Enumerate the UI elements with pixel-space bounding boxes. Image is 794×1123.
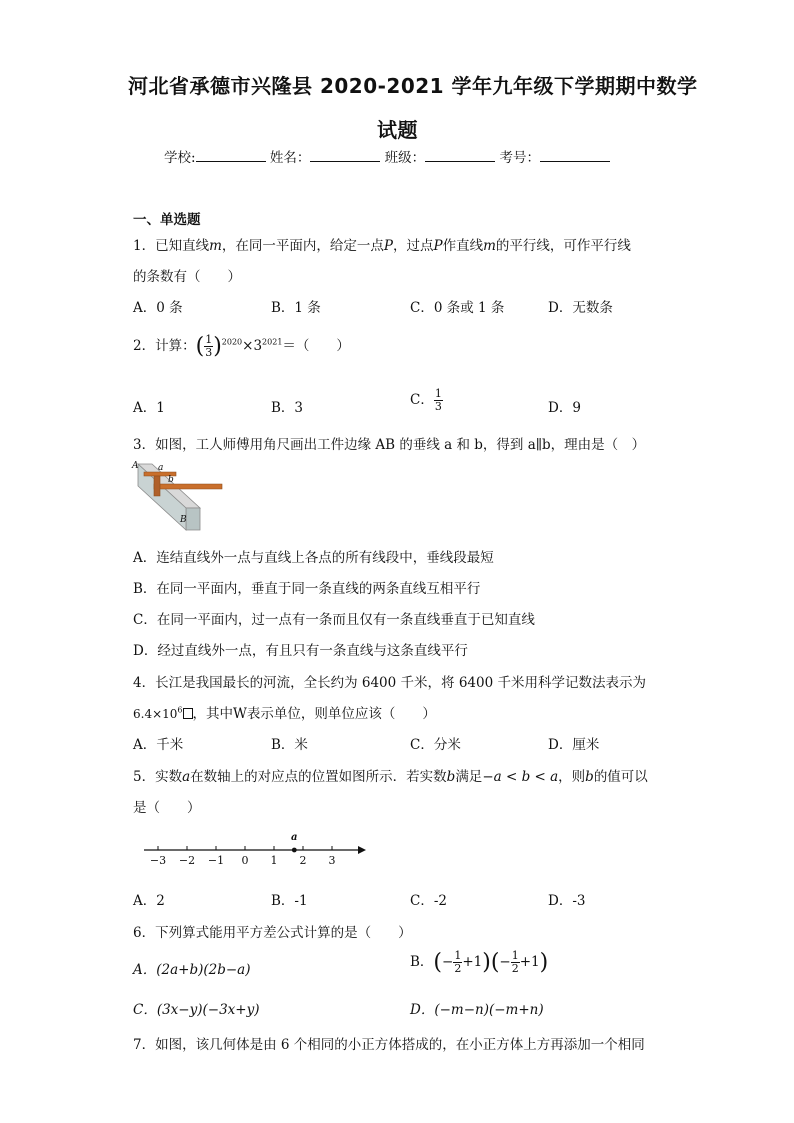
q3-option-c[interactable]: C．在同一平面内，过一点有一条而且仅有一条直线垂直于已知直线 <box>133 612 535 628</box>
unit-box <box>183 708 193 719</box>
label-A: A <box>132 461 139 471</box>
workpiece-side <box>186 508 200 530</box>
q3-figure <box>130 458 230 538</box>
q4-line1: 4．长江是我国最长的河流，全长约为 6400 千米，将 6400 千米用科学记数法表示为 <box>133 675 646 691</box>
q3-option-b[interactable]: B．在同一平面内，垂直于同一条直线的两条直线互相平行 <box>133 581 481 597</box>
square-ruler-stem <box>154 476 160 496</box>
q1-line2: 的条数有（ ） <box>133 269 241 285</box>
q6-stem: 6．下列算式能用平方差公式计算的是（ ） <box>133 925 412 941</box>
info-fields <box>164 146 610 166</box>
q6-option-c[interactable]: C．(3x−y)(−3x+y) <box>133 1002 260 1018</box>
q2-fraction: $\frac{1}{3}$ <box>205 333 213 359</box>
name-blank[interactable] <box>310 149 380 162</box>
class-blank[interactable] <box>425 149 495 162</box>
q6-option-b[interactable]: B．(− $\frac{1}{2}$ +1)(− $\frac{1}{2}$ +1) <box>410 949 549 975</box>
q3-stem: 3．如图，工人师傅用角尺画出工件边缘 AB 的垂线 a 和 b，得到 a∥b，理由是（ ） <box>133 437 646 453</box>
label-B: B <box>180 515 187 525</box>
q2-option-c-fraction: $\frac{1}{3}$ <box>434 387 442 413</box>
q4-option-b[interactable]: B．米 <box>271 737 308 753</box>
number-blank[interactable] <box>540 149 610 162</box>
section-heading: 一、单选题 <box>133 212 201 228</box>
number-line-tick-label: 2 <box>299 854 307 867</box>
q4-option-c[interactable]: C．分米 <box>410 737 461 753</box>
point-a-label: a <box>291 832 298 843</box>
q7-stem: 7．如图，该几何体是由 6 个相同的小正方体搭成的，在小正方体上方再添加一个相同 <box>133 1037 645 1053</box>
q1-option-c[interactable]: C．0 条或 1 条 <box>410 300 505 316</box>
q4-option-a[interactable]: A．千米 <box>133 737 184 753</box>
q2-option-b[interactable]: B．3 <box>271 400 304 416</box>
point-a <box>292 848 297 853</box>
q1-option-b[interactable]: B．1 条 <box>271 300 321 316</box>
school-label: 学校: <box>164 150 196 166</box>
q6-option-d[interactable]: D．(−m−n)(−m+n) <box>410 1002 544 1018</box>
q5-option-b[interactable]: B．-1 <box>271 893 308 909</box>
q2-option-a[interactable]: A．1 <box>133 400 165 416</box>
q5-option-d[interactable]: D．-3 <box>548 893 586 909</box>
square-ruler-lower <box>154 484 222 489</box>
q3-option-d[interactable]: D．经过直线外一点，有且只有一条直线与这条直线平行 <box>133 643 468 659</box>
number-line-tick-label: −2 <box>178 854 196 867</box>
label-a: a <box>158 463 164 473</box>
number-line-tick-label: 0 <box>241 854 249 867</box>
q6-option-a[interactable]: A．(2a+b)(2b−a) <box>133 962 251 978</box>
q3-option-a[interactable]: A．连结直线外一点与直线上各点的所有线段中，垂线段最短 <box>133 550 494 566</box>
q2-option-c[interactable]: C． $\frac{1}{3}$ <box>410 387 442 413</box>
q5-option-a[interactable]: A．2 <box>133 893 165 909</box>
title-line2: 试题 <box>377 118 418 142</box>
q1-option-a[interactable]: A．0 条 <box>133 300 183 316</box>
number-line-arrow <box>358 846 366 854</box>
q2-stem: 2．计算：( $\frac{1}{3}$ )$^{2020}\times 3^{2021}=$（ ） <box>133 333 350 359</box>
label-b: b <box>168 475 174 485</box>
q5-line2: 是（ ） <box>133 800 201 816</box>
name-label: 姓名： <box>269 150 311 166</box>
q1-line1: 1．已知直线m，在同一平面内，给定一点P，过点P作直线m的平行线，可作平行线 <box>133 238 631 254</box>
number-line-tick-label: −3 <box>149 854 167 867</box>
class-label: 班级： <box>384 150 426 166</box>
number-line-tick-label: −1 <box>207 854 225 867</box>
q1-option-d[interactable]: D．无数条 <box>548 300 613 316</box>
q2-option-d[interactable]: D．9 <box>548 400 581 416</box>
number-line-tick-label: 3 <box>328 854 336 867</box>
school-blank[interactable] <box>196 149 266 162</box>
q5-option-c[interactable]: C．-2 <box>410 893 447 909</box>
q4-line2: $6.4\times 10^6$ ，其中W表示单位，则单位应该（ ） <box>133 705 436 722</box>
number-line <box>144 826 374 876</box>
q4-option-d[interactable]: D．厘米 <box>548 737 600 753</box>
number-line-tick-label: 1 <box>270 854 278 867</box>
q5-line1: 5．实数a在数轴上的对应点的位置如图所示．若实数b满足−a < b < a，则b的值可以 <box>133 769 648 785</box>
title-line1: 河北省承德市兴隆县 2020-2021 学年九年级下学期期中数学 <box>128 74 698 98</box>
number-label: 考号： <box>499 150 540 166</box>
